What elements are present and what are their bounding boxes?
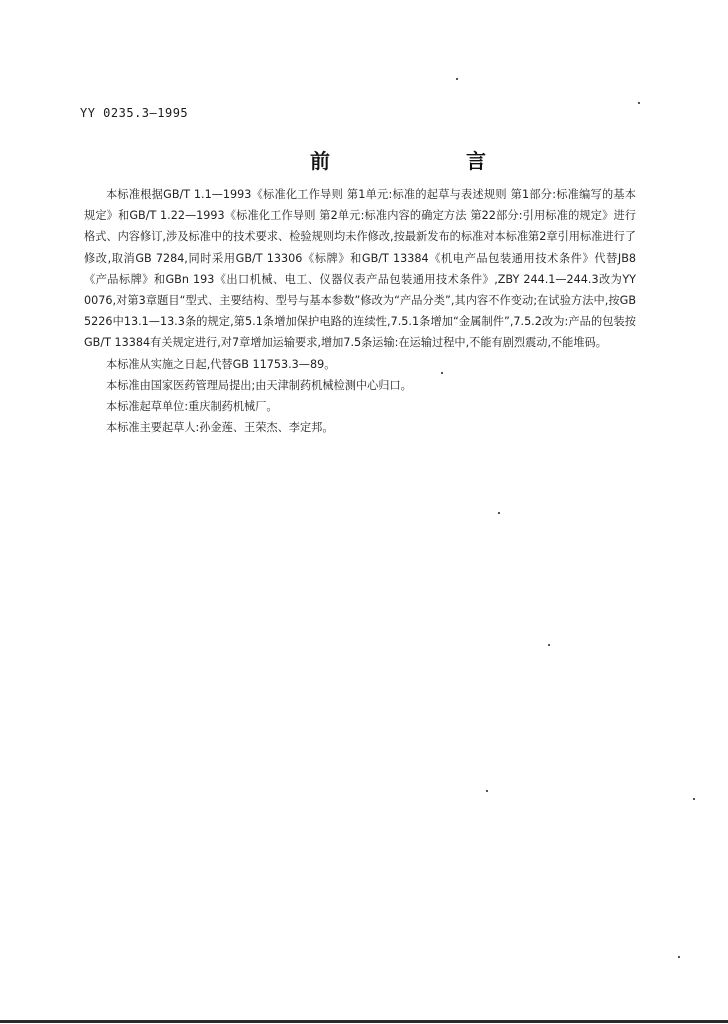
scan-speck	[638, 102, 640, 104]
standard-code: YY 0235.3—1995	[80, 106, 189, 120]
scan-speck	[486, 790, 488, 792]
scan-speck	[498, 512, 500, 514]
paragraph-revision-basis: 本标准根据GB/T 1.1—1993《标准化工作导则 第1单元:标准的起草与表述规则 第1部分:标准编写的基本规定》和GB/T 1.22—1993《标准化工作导则 第2单元:标准内容的确定方法 第22部分:引用标准的规定》进行格式、内容修订,涉及标准中的技术要求、检验规则均未作修改,按最新发布的标准对本标准第2章引用标准进行了修改,取消GB 7284,同时采用GB/T 13306《标牌》和GB/T 13384《机电产品包装通用技术条件》代替JB8《产品标牌》和GBn 193《出口机械、电工、仪器仪表产品包装通用技术条件》,ZBY 244.1—244.3改为YY 0076,对第3章题目“型式、主要结构、型号与基本参数”修改为“产品分类”,其内容不作变动;在试验方法中,按GB 5226中13.1—13.3条的规定,第5.1条增加保护电路的连续性,7.5.1条增加“金属制件”,7.5.2改为:产品的包装按GB/T 13384有关规定进行,对7章增加运输要求,增加7.5条运输:在运输过程中,不能有剧烈震动,不能堆码。	[84, 188, 636, 350]
scan-speck	[441, 372, 443, 374]
bottom-edge-rule	[0, 1020, 728, 1023]
scan-speck	[456, 78, 458, 80]
paragraph-effective-date: 本标准从实施之日起,代替GB 11753.3—89。	[106, 357, 336, 371]
paragraph-proposer: 本标准由国家医药管理局提出;由天津制药机械检测中心归口。	[106, 378, 412, 392]
scan-speck	[693, 798, 695, 800]
paragraph-drafters: 本标准主要起草人:孙金莲、王荣杰、李定邦。	[106, 421, 334, 435]
paragraph-drafting-unit: 本标准起草单位:重庆制药机械厂。	[106, 400, 278, 414]
scan-speck	[678, 956, 680, 958]
page-title: 前 言	[310, 149, 544, 173]
foreword-body	[84, 184, 636, 438]
scan-speck	[548, 644, 550, 646]
